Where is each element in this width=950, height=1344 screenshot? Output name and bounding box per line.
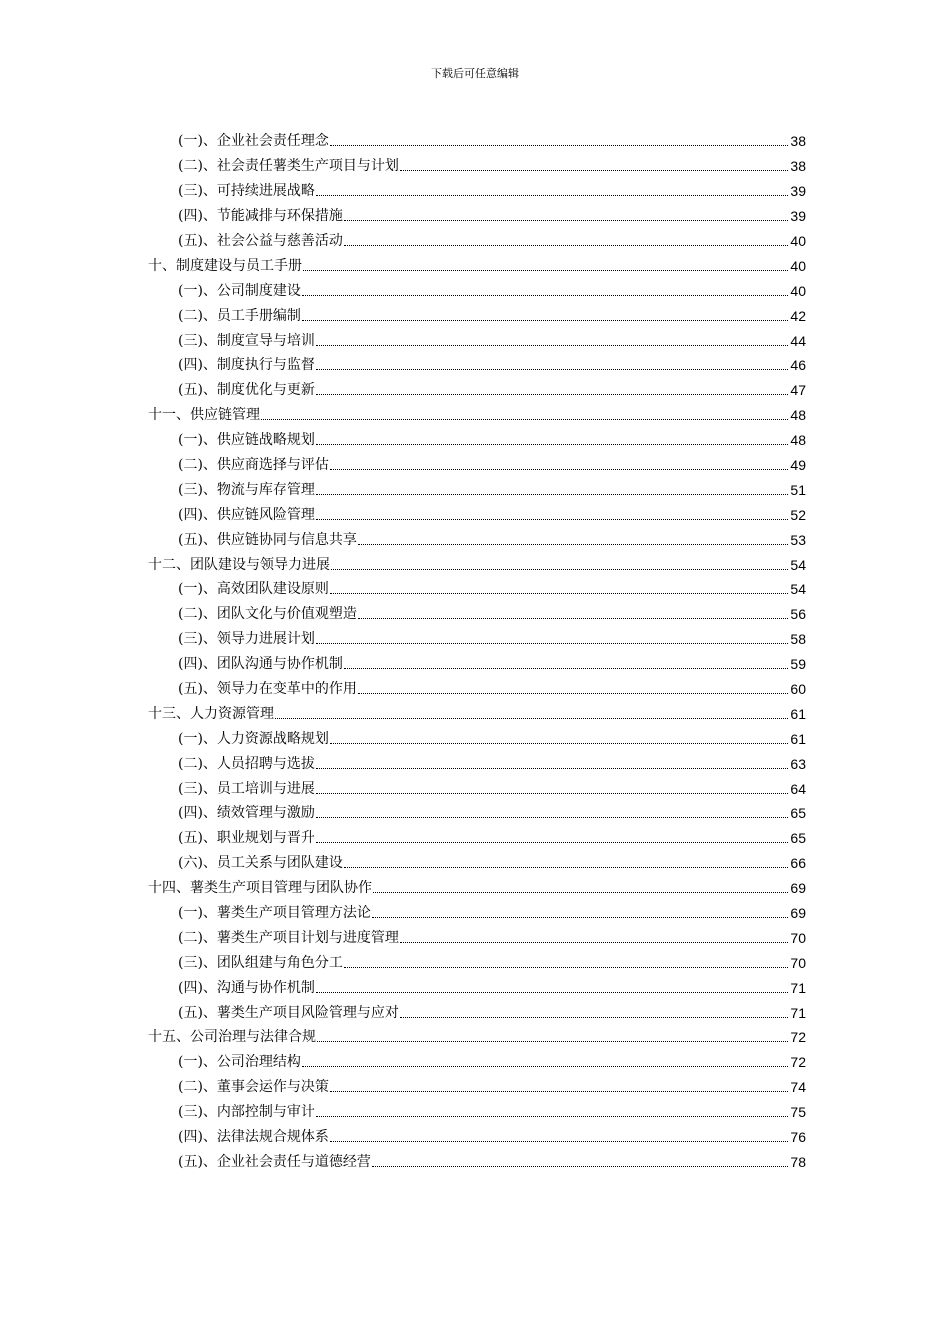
toc-entry-label: (三)、领导力进展计划 (178, 631, 315, 648)
toc-section-entry[interactable] (148, 648, 806, 673)
toc-entry-label: (六)、员工关系与团队建设 (178, 855, 343, 872)
toc-dot-leader (316, 793, 788, 794)
toc-dot-leader (400, 1017, 788, 1018)
toc-entry-label: (三)、可持续进展战略 (178, 183, 315, 200)
toc-page-number: 69 (790, 905, 806, 921)
toc-entry-label: (二)、人员招聘与选拔 (178, 755, 315, 772)
toc-entry-label: (三)、团队组建与角色分工 (178, 954, 343, 971)
toc-section-entry[interactable] (148, 598, 806, 623)
toc-dot-leader (344, 220, 788, 221)
toc-dot-leader (275, 718, 788, 719)
toc-section-entry[interactable] (148, 1121, 806, 1146)
toc-dot-leader (400, 170, 788, 171)
toc-entry-label: 十五、公司治理与法律合规 (148, 1029, 316, 1046)
toc-dot-leader (303, 270, 788, 271)
toc-page-number: 72 (790, 1054, 806, 1071)
toc-entry-label: (一)、供应链战略规划 (178, 432, 315, 449)
toc-section-entry[interactable] (148, 225, 806, 250)
toc-dot-leader (316, 519, 788, 520)
toc-page-number: 65 (790, 805, 806, 822)
toc-page-number: 69 (790, 880, 806, 897)
toc-entry-label: 十三、人力资源管理 (148, 705, 274, 722)
toc-entry-label: (五)、企业社会责任与道德经营 (178, 1153, 371, 1170)
toc-dot-leader (317, 1041, 788, 1042)
toc-page-number: 72 (790, 1029, 806, 1046)
toc-entry-label: (一)、薯类生产项目管理方法论 (178, 905, 371, 921)
toc-page-number: 54 (790, 581, 806, 598)
toc-dot-leader (316, 195, 788, 196)
toc-entry-label: (四)、节能减排与环保措施 (178, 208, 343, 225)
toc-dot-leader (344, 245, 788, 246)
toc-dot-leader (358, 618, 788, 619)
toc-section-entry[interactable] (148, 947, 806, 972)
toc-entry-label: (一)、企业社会责任理念 (178, 133, 329, 150)
toc-chapter-entry[interactable] (148, 399, 806, 424)
toc-section-entry[interactable] (148, 449, 806, 474)
toc-section-entry[interactable] (148, 798, 806, 823)
toc-dot-leader (344, 967, 788, 968)
toc-entry-label: (四)、法律法规合规体系 (178, 1129, 329, 1146)
toc-entry-label: (四)、沟通与协作机制 (178, 979, 315, 996)
toc-dot-leader (358, 544, 788, 545)
toc-page-number: 59 (790, 656, 806, 673)
toc-dot-leader (372, 917, 788, 918)
toc-entry-label: (二)、员工手册编制 (178, 307, 301, 324)
toc-section-entry[interactable] (148, 499, 806, 524)
toc-page-number: 48 (790, 407, 806, 424)
toc-dot-leader (316, 817, 788, 818)
toc-page-number: 39 (790, 208, 806, 225)
toc-chapter-entry[interactable] (148, 872, 806, 897)
toc-dot-leader (316, 369, 788, 370)
toc-dot-leader (400, 942, 788, 943)
toc-dot-leader (316, 345, 788, 346)
toc-page-number: 40 (790, 232, 806, 249)
toc-section-entry[interactable] (148, 424, 806, 449)
toc-dot-leader (330, 145, 788, 146)
toc-page-number: 39 (790, 183, 806, 200)
toc-page-number: 38 (790, 158, 806, 175)
toc-section-entry[interactable] (148, 623, 806, 648)
toc-page-number: 60 (790, 680, 806, 697)
toc-page-number: 42 (790, 307, 806, 324)
toc-section-entry[interactable] (148, 773, 806, 798)
toc-page-number: 38 (790, 133, 806, 150)
toc-page-number: 71 (790, 1004, 806, 1021)
toc-section-entry[interactable] (148, 723, 806, 748)
toc-page-number: 53 (790, 531, 806, 548)
toc-entry-label: (二)、薯类生产项目计划与进度管理 (178, 929, 399, 946)
toc-entry-label: (五)、职业规划与晋升 (178, 830, 315, 847)
toc-entry-label: 十二、团队建设与领导力进展 (148, 556, 330, 573)
toc-section-entry[interactable] (148, 847, 806, 872)
toc-section-entry[interactable] (148, 325, 806, 350)
toc-section-entry[interactable] (148, 474, 806, 499)
toc-section-entry[interactable] (148, 748, 806, 773)
toc-section-entry[interactable] (148, 350, 806, 375)
toc-dot-leader (358, 693, 788, 694)
toc-dot-leader (316, 992, 788, 993)
toc-entry-label: (三)、内部控制与审计 (178, 1104, 315, 1121)
toc-page-number: 78 (790, 1153, 806, 1170)
toc-section-entry[interactable] (148, 126, 806, 151)
toc-page-number: 40 (790, 257, 806, 274)
toc-dot-leader (330, 743, 788, 744)
toc-entry-label: (一)、高效团队建设原则 (178, 581, 329, 598)
toc-page-number: 46 (790, 357, 806, 374)
toc-dot-leader (344, 867, 788, 868)
toc-entry-label: (五)、社会公益与慈善活动 (178, 232, 343, 249)
toc-section-entry[interactable] (148, 275, 806, 300)
toc-dot-leader (373, 892, 788, 893)
toc-entry-label: (二)、供应商选择与评估 (178, 456, 329, 473)
toc-section-entry[interactable] (148, 1071, 806, 1096)
toc-entry-label: (一)、公司制度建设 (178, 282, 301, 299)
toc-section-entry[interactable] (148, 822, 806, 847)
toc-dot-leader (316, 1116, 788, 1117)
toc-section-entry[interactable] (148, 574, 806, 599)
toc-dot-leader (316, 842, 788, 843)
toc-page-number: 51 (790, 481, 806, 498)
toc-page-number: 71 (790, 979, 806, 996)
toc-entry-label: (四)、绩效管理与激励 (178, 805, 315, 822)
toc-section-entry[interactable] (148, 673, 806, 698)
toc-entry-label: (二)、社会责任薯类生产项目与计划 (178, 158, 399, 175)
toc-entry-label: (五)、制度优化与更新 (178, 382, 315, 399)
toc-page-number: 64 (790, 780, 806, 797)
toc-section-entry[interactable] (148, 524, 806, 549)
toc-section-entry[interactable] (148, 1096, 806, 1121)
toc-dot-leader (316, 768, 788, 769)
toc-page-number: 63 (790, 755, 806, 772)
toc-entry-label: (三)、制度宣导与培训 (178, 332, 315, 349)
toc-dot-leader (316, 494, 788, 495)
toc-page-number: 44 (790, 332, 806, 349)
toc-page-number: 58 (790, 631, 806, 648)
toc-dot-leader (302, 1066, 788, 1067)
toc-dot-leader (261, 419, 788, 420)
toc-section-entry[interactable] (148, 150, 806, 175)
toc-page-number: 75 (790, 1104, 806, 1121)
toc-page-number: 66 (790, 855, 806, 872)
toc-chapter-entry[interactable] (148, 698, 806, 723)
table-of-contents (148, 126, 806, 1171)
toc-dot-leader (372, 1166, 788, 1167)
toc-entry-label: 十四、薯类生产项目管理与团队协作 (148, 880, 372, 897)
toc-page-number: 54 (790, 556, 806, 573)
toc-entry-label: (四)、团队沟通与协作机制 (178, 656, 343, 673)
toc-chapter-entry[interactable] (148, 1022, 806, 1047)
toc-section-entry[interactable] (148, 897, 806, 922)
toc-entry-label: 十、制度建设与员工手册 (148, 257, 302, 274)
toc-section-entry[interactable] (148, 374, 806, 399)
toc-chapter-entry[interactable] (148, 250, 806, 275)
toc-page-number: 40 (790, 282, 806, 299)
toc-dot-leader (331, 569, 788, 570)
toc-page-number: 49 (790, 456, 806, 473)
toc-dot-leader (344, 668, 788, 669)
toc-entry-label: (二)、团队文化与价值观塑造 (178, 606, 357, 623)
toc-page-number: 48 (790, 432, 806, 449)
toc-entry-label: (五)、薯类生产项目风险管理与应对 (178, 1004, 399, 1021)
toc-dot-leader (302, 295, 788, 296)
toc-page-number: 47 (790, 382, 806, 399)
toc-page-number: 65 (790, 830, 806, 847)
toc-page-number: 70 (790, 929, 806, 946)
toc-page-number: 70 (790, 954, 806, 971)
toc-page-number: 61 (790, 730, 806, 747)
toc-page-number: 52 (790, 506, 806, 523)
toc-dot-leader (316, 643, 788, 644)
toc-page-number: 56 (790, 606, 806, 623)
toc-entry-label: (五)、领导力在变革中的作用 (178, 680, 357, 697)
toc-entry-label: 十一、供应链管理 (148, 407, 260, 424)
toc-dot-leader (316, 394, 788, 395)
toc-entry-label: (一)、人力资源战略规划 (178, 730, 329, 747)
toc-page-number: 74 (790, 1079, 806, 1096)
toc-dot-leader (330, 469, 788, 470)
toc-section-entry[interactable] (148, 1046, 806, 1071)
toc-entry-label: (三)、物流与库存管理 (178, 481, 315, 498)
toc-entry-label: (四)、供应链风险管理 (178, 506, 315, 523)
toc-entry-label: (三)、员工培训与进展 (178, 780, 315, 797)
toc-section-entry[interactable] (148, 997, 806, 1022)
toc-section-entry[interactable] (148, 972, 806, 997)
toc-section-entry[interactable] (148, 175, 806, 200)
toc-entry-label: (一)、公司治理结构 (178, 1054, 301, 1071)
page-header: 下载后可任意编辑 (431, 67, 519, 80)
toc-entry-label: (二)、董事会运作与决策 (178, 1079, 329, 1096)
toc-entry-label: (四)、制度执行与监督 (178, 357, 315, 374)
toc-dot-leader (330, 593, 788, 594)
toc-page-number: 76 (790, 1129, 806, 1146)
toc-section-entry[interactable] (148, 300, 806, 325)
toc-chapter-entry[interactable] (148, 549, 806, 574)
toc-entry-label: (五)、供应链协同与信息共享 (178, 531, 357, 548)
toc-dot-leader (330, 1141, 788, 1142)
toc-dot-leader (330, 1091, 788, 1092)
toc-page-number: 61 (790, 705, 806, 722)
toc-section-entry[interactable] (148, 922, 806, 947)
toc-section-entry[interactable] (148, 1146, 806, 1171)
toc-section-entry[interactable] (148, 200, 806, 225)
toc-dot-leader (316, 444, 788, 445)
toc-dot-leader (302, 320, 788, 321)
